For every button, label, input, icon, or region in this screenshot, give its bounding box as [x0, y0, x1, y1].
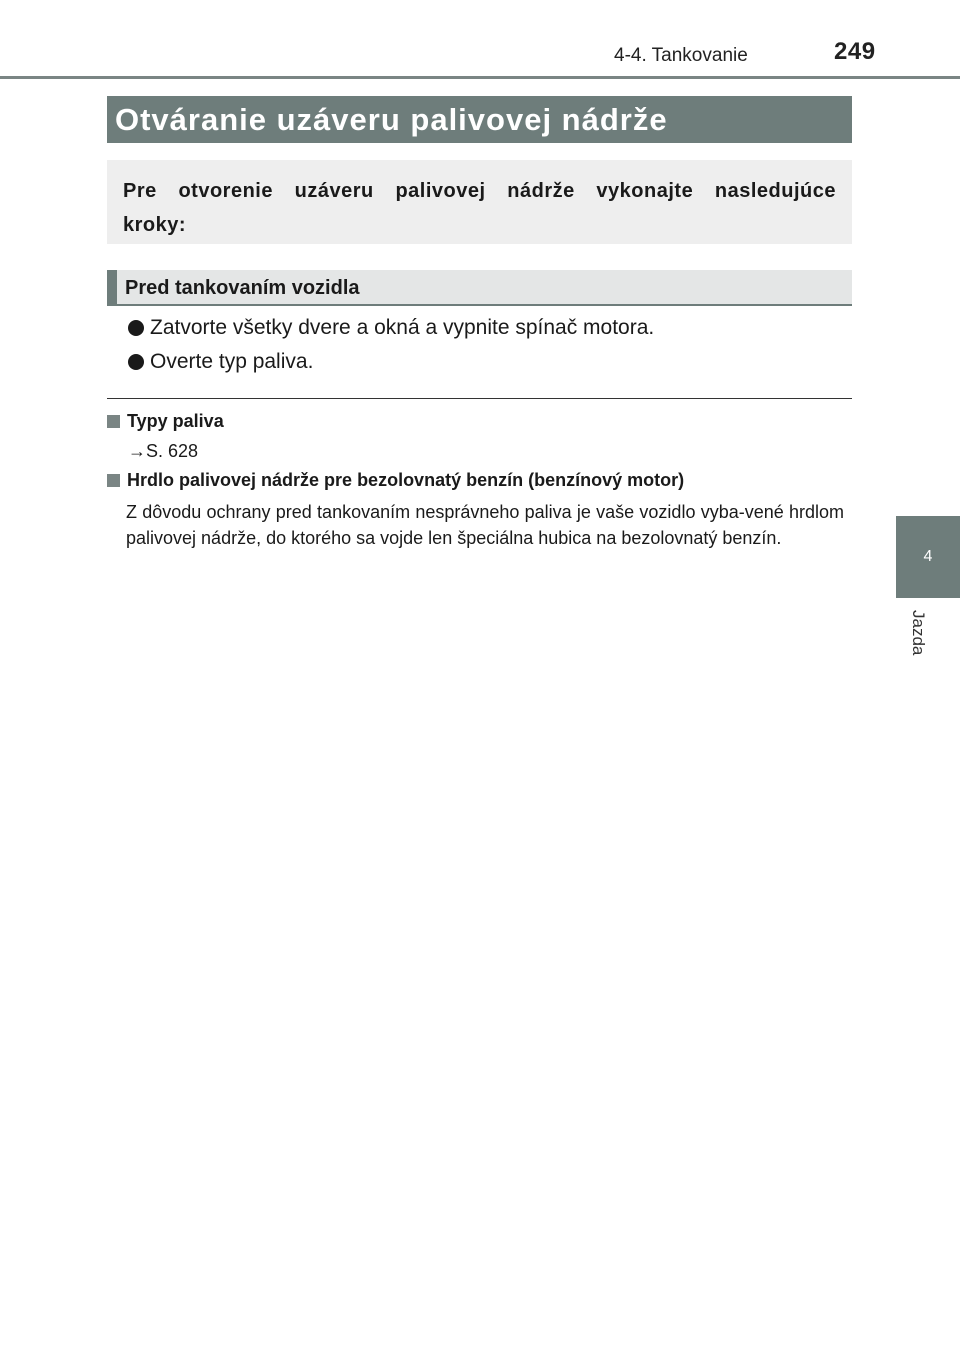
list-item-text: Overte typ paliva.	[150, 350, 314, 373]
header-divider	[0, 76, 960, 79]
note-heading-text: Hrdlo palivovej nádrže pre bezolovnatý benzín (benzínový motor)	[127, 470, 685, 490]
page-number: 249	[834, 38, 876, 65]
square-bullet-icon	[107, 415, 120, 428]
bullet-icon	[128, 354, 144, 370]
bullet-icon	[128, 320, 144, 336]
intro-text: Pre otvorenie uzáveru palivovej nádrže vykonajte nasledujúce kroky:	[123, 180, 836, 236]
list-item	[128, 350, 313, 374]
chapter-number: 4	[923, 548, 933, 565]
note-body: Z dôvodu ochrany pred tankovaním nesprávneho paliva je vaše vozidlo vyba-vené hrdlom palivovej nádrže, do ktorého sa vojde len špeciálna hubica na bezolovnatý benzín.	[126, 502, 844, 548]
subheading: Pred tankovaním vozidla	[107, 270, 852, 306]
section-divider	[107, 398, 852, 399]
page-title: Otváranie uzáveru palivovej nádrže	[107, 96, 852, 143]
square-bullet-icon	[107, 474, 120, 487]
intro-box	[107, 160, 852, 244]
note-heading-text: Typy paliva	[127, 411, 224, 431]
note-heading	[107, 470, 684, 491]
list-item-text: Zatvorte všetky dvere a okná a vypnite spínač motora.	[150, 316, 655, 339]
note-heading	[107, 411, 224, 432]
section-header: 4-4. Tankovanie	[614, 45, 748, 66]
chapter-tab[interactable]	[896, 516, 960, 598]
page-reference-link[interactable]: →S. 628	[128, 441, 199, 461]
chapter-label: Jazda	[909, 610, 928, 656]
list-item	[128, 316, 654, 340]
